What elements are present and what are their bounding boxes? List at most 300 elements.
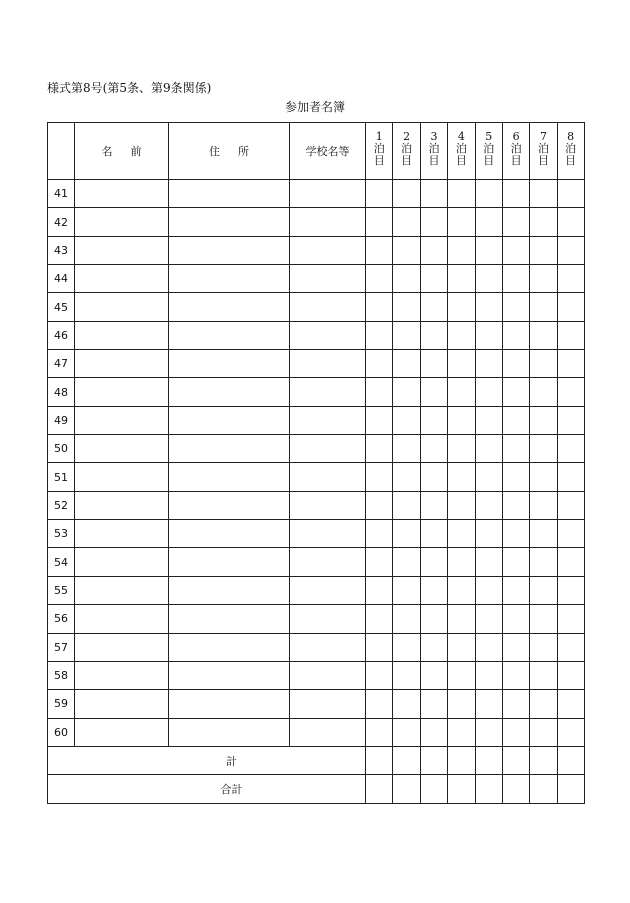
subtotal-night-cell[interactable] [502, 746, 529, 774]
name-cell[interactable] [75, 520, 169, 548]
table-row [48, 661, 585, 689]
night-7-cell[interactable] [530, 180, 557, 208]
night-1-cell[interactable] [366, 491, 393, 519]
night-6-cell[interactable] [502, 406, 529, 434]
night-1-cell[interactable] [366, 633, 393, 661]
total-night-cell[interactable] [420, 775, 447, 803]
night-3-cell[interactable] [420, 548, 447, 576]
night-2-cell[interactable] [393, 293, 420, 321]
night-1-cell[interactable] [366, 350, 393, 378]
night-6-cell[interactable] [502, 435, 529, 463]
night-6-cell[interactable] [502, 293, 529, 321]
address-cell[interactable] [169, 265, 290, 293]
night-5-cell[interactable] [475, 463, 502, 491]
night-3-cell[interactable] [420, 435, 447, 463]
total-row [48, 775, 585, 803]
school-cell[interactable] [290, 548, 366, 576]
name-cell[interactable] [75, 633, 169, 661]
night-4-cell[interactable] [448, 548, 475, 576]
table-row [48, 463, 585, 491]
night-6-cell[interactable] [502, 463, 529, 491]
school-cell[interactable] [290, 576, 366, 604]
night-5-cell[interactable] [475, 576, 502, 604]
night-1-cell[interactable] [366, 378, 393, 406]
night-2-cell[interactable] [393, 520, 420, 548]
school-cell[interactable] [290, 491, 366, 519]
school-cell[interactable] [290, 293, 366, 321]
night-char: 目 [510, 154, 522, 167]
night-3-cell[interactable] [420, 718, 447, 746]
night-8-cell[interactable] [557, 718, 584, 746]
night-3-cell[interactable] [420, 321, 447, 349]
name-cell[interactable] [75, 576, 169, 604]
subtotal-night-cell[interactable] [420, 746, 447, 774]
total-night-cell[interactable] [448, 775, 475, 803]
name-cell[interactable] [75, 548, 169, 576]
night-7-cell[interactable] [530, 605, 557, 633]
night-6-cell[interactable] [502, 265, 529, 293]
night-2-cell[interactable] [393, 321, 420, 349]
night-1-cell[interactable] [366, 293, 393, 321]
school-cell[interactable] [290, 350, 366, 378]
header-number-cell [48, 123, 75, 180]
name-cell[interactable] [75, 180, 169, 208]
night-5-cell[interactable] [475, 718, 502, 746]
total-night-cell[interactable] [393, 775, 420, 803]
table-row [48, 718, 585, 746]
subtotal-night-cell[interactable] [393, 746, 420, 774]
night-6-cell[interactable] [502, 208, 529, 236]
address-cell[interactable] [169, 548, 290, 576]
night-6-cell[interactable] [502, 548, 529, 576]
school-cell[interactable] [290, 463, 366, 491]
night-1-cell[interactable] [366, 548, 393, 576]
night-5-cell[interactable] [475, 690, 502, 718]
night-2-cell[interactable] [393, 350, 420, 378]
night-8-cell[interactable] [557, 491, 584, 519]
night-1-cell[interactable] [366, 321, 393, 349]
name-cell[interactable] [75, 463, 169, 491]
night-7-cell[interactable] [530, 350, 557, 378]
night-char: 目 [538, 154, 550, 167]
night-8-cell[interactable] [557, 605, 584, 633]
row-number: 53 [48, 520, 75, 548]
school-cell[interactable] [290, 435, 366, 463]
night-6-cell[interactable] [502, 718, 529, 746]
night-5-cell[interactable] [475, 321, 502, 349]
address-cell[interactable] [169, 378, 290, 406]
night-7-cell[interactable] [530, 548, 557, 576]
school-cell[interactable] [290, 661, 366, 689]
night-char: 目 [455, 154, 467, 167]
night-3-cell[interactable] [420, 378, 447, 406]
table-row [48, 690, 585, 718]
name-cell[interactable] [75, 265, 169, 293]
address-cell[interactable] [169, 463, 290, 491]
address-cell[interactable] [169, 180, 290, 208]
night-2-cell[interactable] [393, 605, 420, 633]
night-5-cell[interactable] [475, 661, 502, 689]
night-3-cell[interactable] [420, 406, 447, 434]
night-2-cell[interactable] [393, 491, 420, 519]
subtotal-night-cell[interactable] [530, 746, 557, 774]
night-7-cell[interactable] [530, 406, 557, 434]
night-1-cell[interactable] [366, 718, 393, 746]
address-cell[interactable] [169, 208, 290, 236]
night-2-cell[interactable] [393, 180, 420, 208]
night-2-cell[interactable] [393, 576, 420, 604]
night-8-cell[interactable] [557, 520, 584, 548]
name-cell[interactable] [75, 208, 169, 236]
night-8-cell[interactable] [557, 406, 584, 434]
row-number: 49 [48, 406, 75, 434]
night-1-cell[interactable] [366, 690, 393, 718]
row-number: 52 [48, 491, 75, 519]
night-7-cell[interactable] [530, 491, 557, 519]
night-char: 泊 [565, 142, 577, 155]
night-5-cell[interactable] [475, 520, 502, 548]
night-3-cell[interactable] [420, 633, 447, 661]
header-night-7 [530, 123, 557, 180]
address-cell[interactable] [169, 350, 290, 378]
night-3-cell[interactable] [420, 605, 447, 633]
night-char: 泊 [538, 142, 550, 155]
header-row [48, 123, 585, 180]
row-number: 47 [48, 350, 75, 378]
row-number: 50 [48, 435, 75, 463]
name-cell[interactable] [75, 491, 169, 519]
night-1-cell[interactable] [366, 236, 393, 264]
night-number: 7 [540, 130, 548, 143]
night-5-cell[interactable] [475, 208, 502, 236]
address-cell[interactable] [169, 718, 290, 746]
night-2-cell[interactable] [393, 661, 420, 689]
subtotal-night-cell[interactable] [475, 746, 502, 774]
address-cell[interactable] [169, 605, 290, 633]
school-cell[interactable] [290, 520, 366, 548]
night-number: 1 [375, 130, 383, 143]
night-8-cell[interactable] [557, 236, 584, 264]
table-row [48, 180, 585, 208]
name-cell[interactable] [75, 293, 169, 321]
night-7-cell[interactable] [530, 690, 557, 718]
total-night-cell[interactable] [530, 775, 557, 803]
night-8-cell[interactable] [557, 180, 584, 208]
night-5-cell[interactable] [475, 491, 502, 519]
table-row [48, 491, 585, 519]
address-cell[interactable] [169, 661, 290, 689]
night-8-cell[interactable] [557, 378, 584, 406]
night-6-cell[interactable] [502, 350, 529, 378]
night-6-cell[interactable] [502, 520, 529, 548]
night-6-cell[interactable] [502, 321, 529, 349]
night-8-cell[interactable] [557, 265, 584, 293]
night-2-cell[interactable] [393, 435, 420, 463]
night-4-cell[interactable] [448, 491, 475, 519]
night-7-cell[interactable] [530, 208, 557, 236]
address-cell[interactable] [169, 690, 290, 718]
night-8-cell[interactable] [557, 293, 584, 321]
night-6-cell[interactable] [502, 605, 529, 633]
night-4-cell[interactable] [448, 378, 475, 406]
night-2-cell[interactable] [393, 718, 420, 746]
night-number: 5 [485, 130, 493, 143]
night-7-cell[interactable] [530, 463, 557, 491]
night-6-cell[interactable] [502, 661, 529, 689]
night-1-cell[interactable] [366, 265, 393, 293]
night-8-cell[interactable] [557, 661, 584, 689]
header-night-6 [502, 123, 529, 180]
night-3-cell[interactable] [420, 491, 447, 519]
row-number: 48 [48, 378, 75, 406]
night-3-cell[interactable] [420, 180, 447, 208]
night-number: 6 [512, 130, 520, 143]
night-6-cell[interactable] [502, 491, 529, 519]
row-number: 51 [48, 463, 75, 491]
night-6-cell[interactable] [502, 633, 529, 661]
address-cell[interactable] [169, 406, 290, 434]
night-2-cell[interactable] [393, 633, 420, 661]
subtotal-row [48, 746, 585, 774]
night-4-cell[interactable] [448, 463, 475, 491]
night-1-cell[interactable] [366, 463, 393, 491]
night-7-cell[interactable] [530, 435, 557, 463]
night-3-cell[interactable] [420, 463, 447, 491]
night-5-cell[interactable] [475, 406, 502, 434]
night-6-cell[interactable] [502, 690, 529, 718]
night-1-cell[interactable] [366, 605, 393, 633]
name-cell[interactable] [75, 406, 169, 434]
night-3-cell[interactable] [420, 236, 447, 264]
header-night-1 [366, 123, 393, 180]
night-7-cell[interactable] [530, 633, 557, 661]
night-5-cell[interactable] [475, 435, 502, 463]
roster-body [48, 180, 585, 804]
school-cell[interactable] [290, 236, 366, 264]
night-4-cell[interactable] [448, 406, 475, 434]
night-1-cell[interactable] [366, 208, 393, 236]
address-cell[interactable] [169, 576, 290, 604]
row-number: 43 [48, 236, 75, 264]
night-8-cell[interactable] [557, 435, 584, 463]
table-row [48, 576, 585, 604]
night-3-cell[interactable] [420, 265, 447, 293]
night-8-cell[interactable] [557, 576, 584, 604]
row-number: 45 [48, 293, 75, 321]
table-row [48, 350, 585, 378]
table-row [48, 293, 585, 321]
night-2-cell[interactable] [393, 406, 420, 434]
table-row [48, 633, 585, 661]
night-7-cell[interactable] [530, 293, 557, 321]
night-4-cell[interactable] [448, 633, 475, 661]
night-5-cell[interactable] [475, 293, 502, 321]
header-address: 住所 [169, 123, 290, 180]
night-1-cell[interactable] [366, 661, 393, 689]
night-2-cell[interactable] [393, 548, 420, 576]
night-char: 目 [373, 154, 385, 167]
address-cell[interactable] [169, 293, 290, 321]
night-char: 目 [401, 154, 413, 167]
school-cell[interactable] [290, 321, 366, 349]
night-7-cell[interactable] [530, 576, 557, 604]
name-cell[interactable] [75, 236, 169, 264]
night-6-cell[interactable] [502, 576, 529, 604]
total-night-cell[interactable] [366, 775, 393, 803]
night-8-cell[interactable] [557, 463, 584, 491]
school-cell[interactable] [290, 265, 366, 293]
night-4-cell[interactable] [448, 321, 475, 349]
night-number: 3 [430, 130, 438, 143]
night-4-cell[interactable] [448, 350, 475, 378]
night-5-cell[interactable] [475, 265, 502, 293]
night-6-cell[interactable] [502, 378, 529, 406]
night-7-cell[interactable] [530, 718, 557, 746]
night-5-cell[interactable] [475, 548, 502, 576]
night-number: 4 [457, 130, 465, 143]
night-3-cell[interactable] [420, 576, 447, 604]
night-char: 目 [565, 154, 577, 167]
school-cell[interactable] [290, 406, 366, 434]
night-6-cell[interactable] [502, 236, 529, 264]
night-2-cell[interactable] [393, 690, 420, 718]
night-5-cell[interactable] [475, 378, 502, 406]
total-night-cell[interactable] [557, 775, 584, 803]
subtotal-night-cell[interactable] [557, 746, 584, 774]
night-3-cell[interactable] [420, 293, 447, 321]
address-cell[interactable] [169, 435, 290, 463]
night-2-cell[interactable] [393, 236, 420, 264]
school-cell[interactable] [290, 605, 366, 633]
night-number: 8 [567, 130, 575, 143]
night-2-cell[interactable] [393, 208, 420, 236]
name-cell[interactable] [75, 718, 169, 746]
night-5-cell[interactable] [475, 633, 502, 661]
name-cell[interactable] [75, 605, 169, 633]
name-cell[interactable] [75, 350, 169, 378]
school-cell[interactable] [290, 718, 366, 746]
night-8-cell[interactable] [557, 208, 584, 236]
address-cell[interactable] [169, 236, 290, 264]
night-char: 目 [428, 154, 440, 167]
row-number: 46 [48, 321, 75, 349]
night-3-cell[interactable] [420, 520, 447, 548]
school-cell[interactable] [290, 690, 366, 718]
night-6-cell[interactable] [502, 180, 529, 208]
table-row [48, 208, 585, 236]
name-cell[interactable] [75, 690, 169, 718]
night-4-cell[interactable] [448, 265, 475, 293]
night-number: 2 [403, 130, 411, 143]
total-night-cell[interactable] [475, 775, 502, 803]
row-number: 56 [48, 605, 75, 633]
header-night-3 [420, 123, 447, 180]
night-5-cell[interactable] [475, 605, 502, 633]
night-7-cell[interactable] [530, 321, 557, 349]
subtotal-night-cell[interactable] [448, 746, 475, 774]
night-8-cell[interactable] [557, 321, 584, 349]
form-number: 様式第8号(第5条、第9条関係) [47, 81, 212, 95]
address-cell[interactable] [169, 321, 290, 349]
night-1-cell[interactable] [366, 435, 393, 463]
night-char: 泊 [455, 142, 467, 155]
name-cell[interactable] [75, 661, 169, 689]
night-4-cell[interactable] [448, 435, 475, 463]
header-school: 学校名等 [290, 123, 366, 180]
night-5-cell[interactable] [475, 180, 502, 208]
night-3-cell[interactable] [420, 690, 447, 718]
night-2-cell[interactable] [393, 378, 420, 406]
night-1-cell[interactable] [366, 180, 393, 208]
night-7-cell[interactable] [530, 378, 557, 406]
address-cell[interactable] [169, 491, 290, 519]
night-5-cell[interactable] [475, 236, 502, 264]
night-4-cell[interactable] [448, 236, 475, 264]
row-number: 54 [48, 548, 75, 576]
row-number: 44 [48, 265, 75, 293]
night-7-cell[interactable] [530, 520, 557, 548]
night-char: 泊 [401, 142, 413, 155]
header-night-2 [393, 123, 420, 180]
night-1-cell[interactable] [366, 520, 393, 548]
night-4-cell[interactable] [448, 180, 475, 208]
night-4-cell[interactable] [448, 605, 475, 633]
row-number: 59 [48, 690, 75, 718]
night-5-cell[interactable] [475, 350, 502, 378]
table-row [48, 236, 585, 264]
name-cell[interactable] [75, 435, 169, 463]
night-4-cell[interactable] [448, 576, 475, 604]
night-2-cell[interactable] [393, 463, 420, 491]
table-row [48, 321, 585, 349]
night-8-cell[interactable] [557, 548, 584, 576]
school-cell[interactable] [290, 378, 366, 406]
name-cell[interactable] [75, 321, 169, 349]
night-2-cell[interactable] [393, 265, 420, 293]
night-4-cell[interactable] [448, 208, 475, 236]
total-night-cell[interactable] [502, 775, 529, 803]
night-8-cell[interactable] [557, 690, 584, 718]
address-cell[interactable] [169, 520, 290, 548]
night-3-cell[interactable] [420, 661, 447, 689]
row-number: 41 [48, 180, 75, 208]
night-8-cell[interactable] [557, 350, 584, 378]
night-4-cell[interactable] [448, 661, 475, 689]
subtotal-label: 計 [48, 746, 366, 774]
night-1-cell[interactable] [366, 576, 393, 604]
subtotal-night-cell[interactable] [366, 746, 393, 774]
night-4-cell[interactable] [448, 718, 475, 746]
address-cell[interactable] [169, 633, 290, 661]
night-char: 泊 [483, 142, 495, 155]
school-cell[interactable] [290, 633, 366, 661]
name-cell[interactable] [75, 378, 169, 406]
row-number: 42 [48, 208, 75, 236]
night-3-cell[interactable] [420, 350, 447, 378]
night-4-cell[interactable] [448, 293, 475, 321]
night-7-cell[interactable] [530, 661, 557, 689]
school-cell[interactable] [290, 180, 366, 208]
night-4-cell[interactable] [448, 520, 475, 548]
night-7-cell[interactable] [530, 236, 557, 264]
night-8-cell[interactable] [557, 633, 584, 661]
document-title: 参加者名簿 [284, 100, 345, 114]
night-3-cell[interactable] [420, 208, 447, 236]
night-1-cell[interactable] [366, 406, 393, 434]
night-7-cell[interactable] [530, 265, 557, 293]
school-cell[interactable] [290, 208, 366, 236]
night-4-cell[interactable] [448, 690, 475, 718]
